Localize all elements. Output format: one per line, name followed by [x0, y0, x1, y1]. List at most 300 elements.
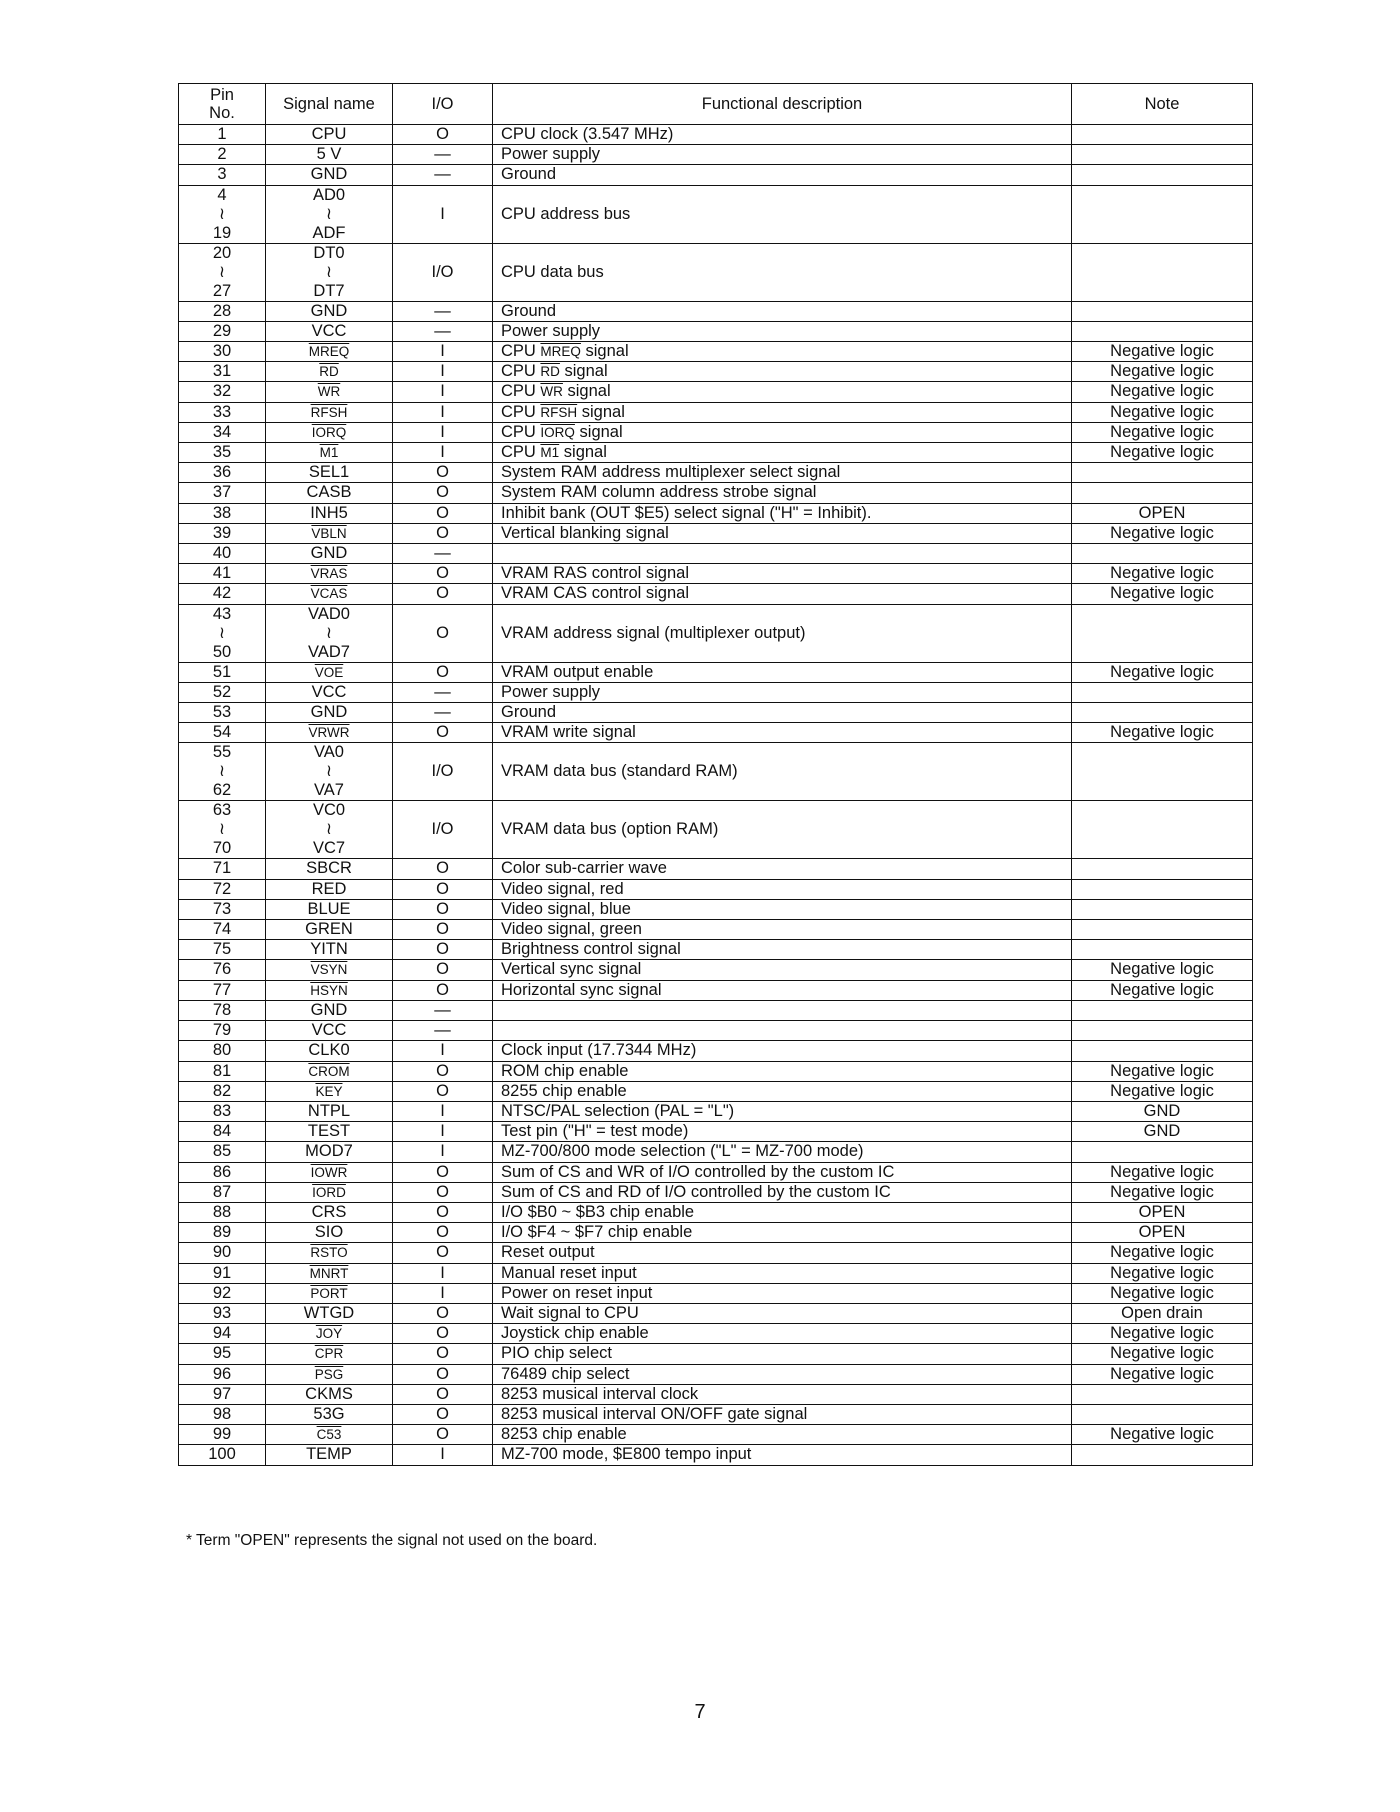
pin-number-cell: 2 — [179, 145, 266, 165]
io-cell: O — [393, 940, 493, 960]
io-cell: I — [393, 1263, 493, 1283]
pin-number-cell: 55 ≀ 62 — [179, 743, 266, 801]
pin-rows — [179, 125, 1253, 1466]
note-cell — [1072, 243, 1253, 301]
description-cell: 76489 chip select — [493, 1364, 1072, 1384]
table-row — [179, 523, 1253, 543]
page-number: 7 — [694, 1701, 706, 1723]
description-cell: Vertical blanking signal — [493, 523, 1072, 543]
description-cell: Sum of CS and WR of I/O controlled by the custom IC — [493, 1162, 1072, 1182]
description-cell — [493, 1000, 1072, 1020]
signal-name-cell: NTPL — [266, 1101, 393, 1121]
active-low-signal-label: $\overline{VOE}$ — [314, 664, 344, 680]
table-row — [179, 443, 1253, 463]
signal-name-cell — [266, 362, 393, 382]
description-cell: Color sub-carrier wave — [493, 859, 1072, 879]
note-cell: Negative logic — [1072, 584, 1253, 604]
signal-name-cell: SBCR — [266, 859, 393, 879]
active-low-signal-label: $\overline{JOY}$ — [315, 1326, 343, 1342]
pin-number-cell: 53 — [179, 703, 266, 723]
signal-name-cell: MOD7 — [266, 1142, 393, 1162]
note-cell — [1072, 801, 1253, 859]
pin-number-cell: 34 — [179, 422, 266, 442]
io-cell: I — [393, 1445, 493, 1465]
pin-number-cell: 92 — [179, 1283, 266, 1303]
signal-name-cell: CRS — [266, 1202, 393, 1222]
signal-name-cell — [266, 723, 393, 743]
table-row — [179, 1344, 1253, 1364]
io-cell: I/O — [393, 801, 493, 859]
io-cell: O — [393, 1324, 493, 1344]
table-row — [179, 463, 1253, 483]
pin-number-cell: 37 — [179, 483, 266, 503]
io-cell: O — [393, 879, 493, 899]
signal-name-cell — [266, 1364, 393, 1384]
signal-name-cell — [266, 1243, 393, 1263]
table-row — [179, 362, 1253, 382]
note-cell — [1072, 703, 1253, 723]
note-cell: Negative logic — [1072, 1324, 1253, 1344]
description-cell: System RAM address multiplexer select signal — [493, 463, 1072, 483]
table-row — [179, 682, 1253, 702]
note-cell: Negative logic — [1072, 1263, 1253, 1283]
pin-number-cell: 80 — [179, 1041, 266, 1061]
note-cell — [1072, 899, 1253, 919]
table-row — [179, 1122, 1253, 1142]
description-cell: Video signal, blue — [493, 899, 1072, 919]
pin-number-cell: 40 — [179, 544, 266, 564]
active-low-signal-label: $\overline{RD}$ — [319, 364, 339, 380]
table-row — [179, 1202, 1253, 1222]
description-cell: CPU MREQ signal — [493, 342, 1072, 362]
pin-number-cell: 86 — [179, 1162, 266, 1182]
table-row — [179, 801, 1253, 859]
io-cell: I/O — [393, 743, 493, 801]
io-cell: — — [393, 1021, 493, 1041]
io-cell: O — [393, 1404, 493, 1424]
active-low-signal-label: VCAS — [310, 586, 348, 602]
description-cell: Power on reset input — [493, 1283, 1072, 1303]
description-cell: VRAM output enable — [493, 662, 1072, 682]
table-row — [179, 1101, 1253, 1121]
description-cell: MZ-700/800 mode selection ("L" = MZ-700 mode) — [493, 1142, 1072, 1162]
table-row — [179, 1061, 1253, 1081]
description-cell: 8253 musical interval clock — [493, 1384, 1072, 1404]
pin-number-cell: 4 ≀ 19 — [179, 185, 266, 243]
note-cell: Negative logic — [1072, 382, 1253, 402]
active-low-signal-label: VSYN — [310, 962, 348, 978]
pin-number-cell: 97 — [179, 1384, 266, 1404]
note-cell — [1072, 483, 1253, 503]
io-cell: O — [393, 604, 493, 662]
description-cell: CPU clock (3.547 MHz) — [493, 125, 1072, 145]
io-cell: O — [393, 1061, 493, 1081]
description-cell: VRAM address signal (multiplexer output) — [493, 604, 1072, 662]
table-row — [179, 584, 1253, 604]
table-row — [179, 1081, 1253, 1101]
table-row — [179, 604, 1253, 662]
pin-number-cell: 54 — [179, 723, 266, 743]
active-low-signal-label: IORD — [312, 1184, 346, 1200]
description-cell: Ground — [493, 703, 1072, 723]
note-cell — [1072, 859, 1253, 879]
pin-number-cell: 51 — [179, 662, 266, 682]
description-cell: Reset output — [493, 1243, 1072, 1263]
table-row — [179, 703, 1253, 723]
pin-number-cell: 32 — [179, 382, 266, 402]
signal-name-cell: DT0 ≀ DT7 — [266, 243, 393, 301]
note-cell — [1072, 1445, 1253, 1465]
header-note: Note — [1072, 84, 1253, 125]
description-cell: CPU $\overline{WR}$ signal — [493, 382, 1072, 402]
active-low-signal-label: M1 — [540, 445, 560, 461]
signal-name-cell — [266, 1061, 393, 1081]
io-cell: O — [393, 980, 493, 1000]
note-cell: Negative logic — [1072, 960, 1253, 980]
note-cell — [1072, 1021, 1253, 1041]
io-cell: I — [393, 1142, 493, 1162]
table-row — [179, 899, 1253, 919]
signal-name-cell — [266, 1425, 393, 1445]
header-io: I/O — [393, 84, 493, 125]
table-row — [179, 544, 1253, 564]
pin-number-cell: 63 ≀ 70 — [179, 801, 266, 859]
table-row — [179, 1000, 1253, 1020]
active-low-signal-label: MREQ — [540, 344, 581, 360]
table-row — [179, 422, 1253, 442]
active-low-signal-label: C53 — [316, 1427, 342, 1443]
table-row — [179, 1303, 1253, 1323]
note-cell: Negative logic — [1072, 564, 1253, 584]
signal-name-cell — [266, 980, 393, 1000]
description-cell: Horizontal sync signal — [493, 980, 1072, 1000]
signal-name-cell: BLUE — [266, 899, 393, 919]
signal-name-cell: CASB — [266, 483, 393, 503]
active-low-signal-label: IOWR — [310, 1164, 348, 1180]
active-low-signal-label: RFSH — [540, 404, 578, 420]
pin-number-cell: 78 — [179, 1000, 266, 1020]
active-low-signal-label: IORQ — [540, 424, 575, 440]
note-cell: Negative logic — [1072, 1081, 1253, 1101]
table-row — [179, 1263, 1253, 1283]
io-cell: O — [393, 1364, 493, 1384]
description-cell: CPU $\overline{RD}$ signal — [493, 362, 1072, 382]
note-cell: GND — [1072, 1122, 1253, 1142]
description-cell: VRAM data bus (option RAM) — [493, 801, 1072, 859]
signal-name-cell: TEST — [266, 1122, 393, 1142]
signal-name-cell: VC0 ≀ VC7 — [266, 801, 393, 859]
note-cell — [1072, 1384, 1253, 1404]
table-row — [179, 1243, 1253, 1263]
signal-name-cell: SIO — [266, 1223, 393, 1243]
note-cell — [1072, 544, 1253, 564]
table-row — [179, 483, 1253, 503]
io-cell: O — [393, 1202, 493, 1222]
pin-number-cell: 30 — [179, 342, 266, 362]
io-cell: O — [393, 1344, 493, 1364]
note-cell: Negative logic — [1072, 1243, 1253, 1263]
description-cell: CPU IORQ signal — [493, 422, 1072, 442]
table-row — [179, 1223, 1253, 1243]
note-cell: Negative logic — [1072, 342, 1253, 362]
table-row — [179, 960, 1253, 980]
description-cell: CPU address bus — [493, 185, 1072, 243]
note-cell: Negative logic — [1072, 402, 1253, 422]
pin-number-cell: 95 — [179, 1344, 266, 1364]
active-low-signal-label: $\overline{KEY}$ — [315, 1083, 343, 1099]
description-cell: Test pin ("H" = test mode) — [493, 1122, 1072, 1142]
pin-number-cell: 76 — [179, 960, 266, 980]
table-row — [179, 503, 1253, 523]
pin-number-cell: 3 — [179, 165, 266, 185]
table-row — [179, 879, 1253, 899]
io-cell: O — [393, 503, 493, 523]
note-cell — [1072, 604, 1253, 662]
active-low-signal-label: MREQ — [308, 344, 350, 360]
io-cell: — — [393, 682, 493, 702]
table-row — [179, 1283, 1253, 1303]
io-cell: O — [393, 859, 493, 879]
io-cell: O — [393, 662, 493, 682]
signal-name-cell: GREN — [266, 920, 393, 940]
signal-name-cell: WTGD — [266, 1303, 393, 1323]
io-cell: — — [393, 321, 493, 341]
note-cell — [1072, 301, 1253, 321]
signal-name-cell: SEL1 — [266, 463, 393, 483]
active-low-signal-label: M1 — [319, 445, 339, 461]
pin-number-cell: 75 — [179, 940, 266, 960]
note-cell — [1072, 145, 1253, 165]
table-row — [179, 1425, 1253, 1445]
pin-number-cell: 87 — [179, 1182, 266, 1202]
io-cell: — — [393, 165, 493, 185]
io-cell: — — [393, 1000, 493, 1020]
table-row — [179, 165, 1253, 185]
io-cell: O — [393, 584, 493, 604]
note-cell — [1072, 1142, 1253, 1162]
note-cell: Negative logic — [1072, 1425, 1253, 1445]
signal-name-cell: CPU — [266, 125, 393, 145]
signal-name-cell — [266, 382, 393, 402]
io-cell: O — [393, 1182, 493, 1202]
active-low-signal-label: $\overline{WR}$ — [540, 384, 563, 400]
active-low-signal-label: VRAS — [310, 566, 348, 582]
note-cell: Negative logic — [1072, 662, 1253, 682]
signal-name-cell — [266, 443, 393, 463]
table-row — [179, 1021, 1253, 1041]
io-cell: — — [393, 145, 493, 165]
io-cell: I — [393, 185, 493, 243]
note-cell: Negative logic — [1072, 422, 1253, 442]
note-cell — [1072, 682, 1253, 702]
description-cell: CPU data bus — [493, 243, 1072, 301]
header-signal-name: Signal name — [266, 84, 393, 125]
description-cell: Wait signal to CPU — [493, 1303, 1072, 1323]
io-cell: O — [393, 723, 493, 743]
signal-name-cell: AD0 ≀ ADF — [266, 185, 393, 243]
pin-number-cell: 74 — [179, 920, 266, 940]
description-cell: I/O $F4 ~ $F7 chip enable — [493, 1223, 1072, 1243]
signal-name-cell: INH5 — [266, 503, 393, 523]
description-cell: VRAM data bus (standard RAM) — [493, 743, 1072, 801]
description-cell: Brightness control signal — [493, 940, 1072, 960]
io-cell: O — [393, 1081, 493, 1101]
signal-name-cell — [266, 1344, 393, 1364]
io-cell: O — [393, 564, 493, 584]
description-cell: System RAM column address strobe signal — [493, 483, 1072, 503]
note-cell — [1072, 743, 1253, 801]
pin-number-cell: 29 — [179, 321, 266, 341]
description-cell: Power supply — [493, 321, 1072, 341]
signal-name-cell: CLK0 — [266, 1041, 393, 1061]
signal-name-cell: CKMS — [266, 1384, 393, 1404]
note-cell — [1072, 879, 1253, 899]
signal-name-cell: VA0 ≀ VA7 — [266, 743, 393, 801]
table-row — [179, 1182, 1253, 1202]
footnote: * Term "OPEN" represents the signal not used on the board. — [186, 1532, 598, 1549]
pin-number-cell: 94 — [179, 1324, 266, 1344]
io-cell: I — [393, 1122, 493, 1142]
table-row — [179, 1364, 1253, 1384]
active-low-signal-label: $\overline{WR}$ — [317, 384, 341, 400]
pin-number-cell: 72 — [179, 879, 266, 899]
description-cell: 8255 chip enable — [493, 1081, 1072, 1101]
io-cell: O — [393, 463, 493, 483]
description-cell: Video signal, red — [493, 879, 1072, 899]
table-row — [179, 243, 1253, 301]
pin-number-cell: 73 — [179, 899, 266, 919]
table-row — [179, 662, 1253, 682]
io-cell: O — [393, 1425, 493, 1445]
note-cell: GND — [1072, 1101, 1253, 1121]
pin-number-cell: 77 — [179, 980, 266, 1000]
pin-number-cell: 71 — [179, 859, 266, 879]
pin-number-cell: 79 — [179, 1021, 266, 1041]
table-row — [179, 382, 1253, 402]
pin-number-cell: 82 — [179, 1081, 266, 1101]
pin-number-cell: 83 — [179, 1101, 266, 1121]
active-low-signal-label: MNRT — [309, 1265, 349, 1281]
pin-number-cell: 35 — [179, 443, 266, 463]
note-cell — [1072, 165, 1253, 185]
description-cell: VRAM write signal — [493, 723, 1072, 743]
pin-number-cell: 28 — [179, 301, 266, 321]
io-cell: I — [393, 1283, 493, 1303]
table-row — [179, 743, 1253, 801]
note-cell: Negative logic — [1072, 362, 1253, 382]
io-cell: O — [393, 523, 493, 543]
signal-name-cell — [266, 1324, 393, 1344]
note-cell — [1072, 920, 1253, 940]
pin-number-cell: 41 — [179, 564, 266, 584]
pin-assignment-table — [178, 83, 1253, 1466]
note-cell: Negative logic — [1072, 523, 1253, 543]
description-cell: NTSC/PAL selection (PAL = "L") — [493, 1101, 1072, 1121]
io-cell: I/O — [393, 243, 493, 301]
signal-name-cell — [266, 1283, 393, 1303]
active-low-signal-label: RFSH — [310, 404, 348, 420]
io-cell: O — [393, 1162, 493, 1182]
description-cell: 8253 musical interval ON/OFF gate signal — [493, 1404, 1072, 1424]
table-row — [179, 1142, 1253, 1162]
note-cell: OPEN — [1072, 1223, 1253, 1243]
note-cell: Negative logic — [1072, 1061, 1253, 1081]
pin-number-cell: 31 — [179, 362, 266, 382]
note-cell: OPEN — [1072, 1202, 1253, 1222]
table-row — [179, 125, 1253, 145]
table-row — [179, 1404, 1253, 1424]
description-cell: Joystick chip enable — [493, 1324, 1072, 1344]
table-row — [179, 321, 1253, 341]
table-row — [179, 1041, 1253, 1061]
signal-name-cell: VAD0 ≀ VAD7 — [266, 604, 393, 662]
table-row — [179, 1324, 1253, 1344]
signal-name-cell: VCC — [266, 321, 393, 341]
signal-name-cell — [266, 564, 393, 584]
table-row — [179, 185, 1253, 243]
signal-name-cell: TEMP — [266, 1445, 393, 1465]
pin-number-cell: 36 — [179, 463, 266, 483]
header-pin-label: Pin No. — [209, 86, 235, 122]
pin-number-cell: 52 — [179, 682, 266, 702]
io-cell: O — [393, 899, 493, 919]
io-cell: — — [393, 703, 493, 723]
table-row — [179, 723, 1253, 743]
description-cell: Manual reset input — [493, 1263, 1072, 1283]
signal-name-cell — [266, 1162, 393, 1182]
io-cell: O — [393, 960, 493, 980]
signal-name-cell: GND — [266, 1000, 393, 1020]
active-low-signal-label: CROM — [308, 1063, 350, 1079]
description-cell: Inhibit bank (OUT $E5) select signal ("H" = Inhibit). — [493, 503, 1072, 523]
signal-name-cell: 5 V — [266, 145, 393, 165]
description-cell: Clock input (17.7344 MHz) — [493, 1041, 1072, 1061]
pin-number-cell: 81 — [179, 1061, 266, 1081]
table-row — [179, 1162, 1253, 1182]
description-cell — [493, 1021, 1072, 1041]
pin-number-cell: 98 — [179, 1404, 266, 1424]
pin-number-cell: 100 — [179, 1445, 266, 1465]
signal-name-cell — [266, 960, 393, 980]
note-cell — [1072, 185, 1253, 243]
note-cell — [1072, 321, 1253, 341]
description-cell: PIO chip select — [493, 1344, 1072, 1364]
table-row — [179, 859, 1253, 879]
active-low-signal-label: PORT — [310, 1285, 348, 1301]
signal-name-cell: RED — [266, 879, 393, 899]
description-cell: Power supply — [493, 145, 1072, 165]
pin-number-cell: 42 — [179, 584, 266, 604]
description-cell: Power supply — [493, 682, 1072, 702]
signal-name-cell: VCC — [266, 682, 393, 702]
pin-number-cell: 43 ≀ 50 — [179, 604, 266, 662]
pin-number-cell: 1 — [179, 125, 266, 145]
io-cell: O — [393, 125, 493, 145]
signal-name-cell: VCC — [266, 1021, 393, 1041]
header-pin-no — [179, 84, 266, 125]
note-cell: Negative logic — [1072, 1364, 1253, 1384]
io-cell: — — [393, 544, 493, 564]
note-cell: Negative logic — [1072, 1283, 1253, 1303]
signal-name-cell: GND — [266, 544, 393, 564]
table-row — [179, 402, 1253, 422]
table-row — [179, 980, 1253, 1000]
signal-name-cell: GND — [266, 165, 393, 185]
note-cell — [1072, 1000, 1253, 1020]
io-cell: O — [393, 1384, 493, 1404]
note-cell: Negative logic — [1072, 443, 1253, 463]
pin-number-cell: 20 ≀ 27 — [179, 243, 266, 301]
